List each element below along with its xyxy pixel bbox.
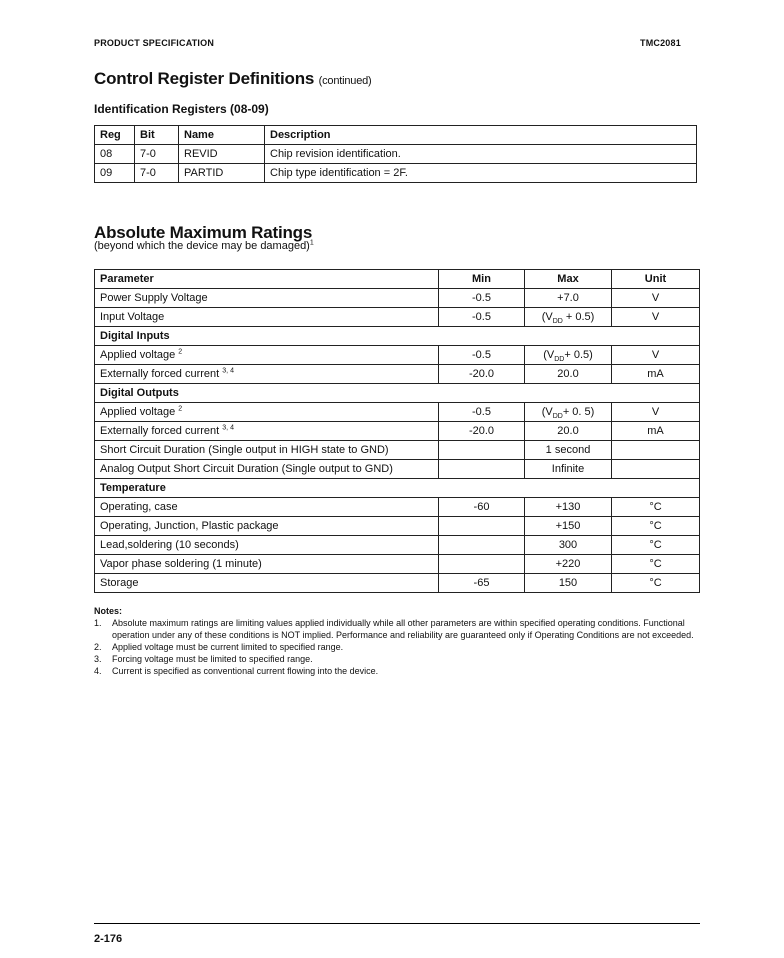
note-number: 1. xyxy=(94,618,102,628)
param-text: Applied voltage xyxy=(100,406,179,418)
cell-parameter: Vapor phase soldering (1 minute) xyxy=(95,555,439,574)
note-item xyxy=(94,665,706,677)
note-item xyxy=(94,617,706,641)
max-subscript: DD xyxy=(552,318,563,326)
cell-unit: °C xyxy=(612,574,700,593)
cell-parameter: Operating, case xyxy=(95,498,439,517)
note-number: 3. xyxy=(94,654,102,664)
absolute-max-subtitle xyxy=(94,240,314,252)
cell-min: -0.5 xyxy=(439,289,525,308)
cell-parameter xyxy=(95,346,439,365)
table-row xyxy=(95,346,700,365)
cell-min xyxy=(439,517,525,536)
table-section-row xyxy=(95,327,700,346)
cell-max: +130 xyxy=(525,498,612,517)
page-number: 2-176 xyxy=(94,933,123,945)
running-header-left: PRODUCT SPECIFICATION xyxy=(94,38,215,48)
footnote-ref: 2 xyxy=(178,348,183,356)
cell-unit: V xyxy=(612,403,700,422)
cell-unit: °C xyxy=(612,536,700,555)
notes-title: Notes: xyxy=(94,606,123,616)
table-row xyxy=(95,536,700,555)
cell-min: -0.5 xyxy=(439,346,525,365)
note-text: Current is specified as conventional current flowing into the device. xyxy=(112,666,379,676)
notes-block xyxy=(94,605,706,677)
table-row xyxy=(95,555,700,574)
cell-max: +150 xyxy=(525,517,612,536)
max-prefix: (V xyxy=(543,349,555,361)
table-row xyxy=(95,422,700,441)
cell-max xyxy=(525,346,612,365)
section-title-absolute-max: Absolute Maximum Ratings xyxy=(94,223,313,242)
cell-unit: °C xyxy=(612,555,700,574)
note-number: 4. xyxy=(94,666,102,676)
note-item xyxy=(94,653,706,665)
col-header-parameter: Parameter xyxy=(95,270,439,289)
section-title-control-register xyxy=(94,69,372,89)
cell-unit: V xyxy=(612,346,700,365)
param-text: Applied voltage xyxy=(100,349,179,361)
cell-parameter xyxy=(95,365,439,384)
cell-unit: V xyxy=(612,308,700,327)
section-temperature: Temperature xyxy=(95,479,700,498)
col-header-max: Max xyxy=(525,270,612,289)
max-suffix: + 0.5) xyxy=(562,311,595,323)
cell-max xyxy=(525,403,612,422)
table-row xyxy=(95,498,700,517)
cell-parameter: Input Voltage xyxy=(95,308,439,327)
section-digital-outputs: Digital Outputs xyxy=(95,384,700,403)
max-subscript: DD xyxy=(554,356,565,364)
table-row xyxy=(95,308,700,327)
cell-max: 300 xyxy=(525,536,612,555)
param-text: Externally forced current xyxy=(100,425,223,437)
cell-name: PARTID xyxy=(179,164,265,183)
cell-max: 1 second xyxy=(525,441,612,460)
cell-parameter: Lead,soldering (10 seconds) xyxy=(95,536,439,555)
col-header-description: Description xyxy=(265,126,697,145)
cell-parameter xyxy=(95,422,439,441)
cell-parameter xyxy=(95,403,439,422)
table-row xyxy=(95,517,700,536)
cell-min xyxy=(439,555,525,574)
absolute-max-ratings-table xyxy=(94,269,700,593)
table-header-row xyxy=(95,270,700,289)
note-text: Applied voltage must be current limited to specified range. xyxy=(112,642,344,652)
cell-unit: °C xyxy=(612,498,700,517)
cell-unit: °C xyxy=(612,517,700,536)
col-header-min: Min xyxy=(439,270,525,289)
cell-unit: V xyxy=(612,289,700,308)
table-row xyxy=(95,403,700,422)
note-text: Forcing voltage must be limited to specified range. xyxy=(112,654,313,664)
col-header-reg: Reg xyxy=(95,126,135,145)
table-row xyxy=(95,574,700,593)
footnote-ref: 3, 4 xyxy=(222,424,234,432)
subtitle-text: (beyond which the device may be damaged) xyxy=(94,240,310,252)
cell-parameter: Storage xyxy=(95,574,439,593)
note-item xyxy=(94,641,706,653)
identification-registers-heading: Identification Registers (08-09) xyxy=(94,102,269,116)
cell-parameter: Analog Output Short Circuit Duration (Single output to GND) xyxy=(95,460,439,479)
table-row xyxy=(95,164,697,183)
cell-parameter: Power Supply Voltage xyxy=(95,289,439,308)
note-text: Absolute maximum ratings are limiting values applied individually while all other parameters are within specified operating conditions. Functional operation under any of these conditions is NOT implied. Performance and reliability are guaranteed only if Operating Conditions are not exceeded. xyxy=(112,618,694,640)
cell-min: -60 xyxy=(439,498,525,517)
table-section-row xyxy=(95,479,700,498)
table-row xyxy=(95,441,700,460)
param-text: Externally forced current xyxy=(100,368,223,380)
cell-unit: mA xyxy=(612,365,700,384)
cell-min: -0.5 xyxy=(439,308,525,327)
cell-min: -65 xyxy=(439,574,525,593)
cell-parameter: Short Circuit Duration (Single output in HIGH state to GND) xyxy=(95,441,439,460)
cell-max: 150 xyxy=(525,574,612,593)
table-header-row xyxy=(95,126,697,145)
max-suffix: + 0.5) xyxy=(564,349,593,361)
note-number: 2. xyxy=(94,642,102,652)
section-title-text: Control Register Definitions xyxy=(94,69,315,88)
table-row xyxy=(95,460,700,479)
cell-min xyxy=(439,441,525,460)
section-title-suffix: (continued) xyxy=(318,75,372,87)
max-subscript: DD xyxy=(552,413,563,421)
col-header-bit: Bit xyxy=(135,126,179,145)
section-digital-inputs: Digital Inputs xyxy=(95,327,700,346)
cell-bit: 7-0 xyxy=(135,145,179,164)
table-row xyxy=(95,145,697,164)
cell-unit xyxy=(612,441,700,460)
max-prefix: (V xyxy=(541,311,553,323)
cell-reg: 09 xyxy=(95,164,135,183)
table-row xyxy=(95,289,700,308)
col-header-name: Name xyxy=(179,126,265,145)
cell-min: -20.0 xyxy=(439,365,525,384)
cell-parameter: Operating, Junction, Plastic package xyxy=(95,517,439,536)
cell-description: Chip revision identification. xyxy=(265,145,697,164)
cell-name: REVID xyxy=(179,145,265,164)
cell-max: Infinite xyxy=(525,460,612,479)
cell-max: 20.0 xyxy=(525,422,612,441)
footnote-ref: 3, 4 xyxy=(222,367,234,375)
max-prefix: (V xyxy=(541,406,553,418)
cell-min xyxy=(439,460,525,479)
table-row xyxy=(95,365,700,384)
cell-max: +220 xyxy=(525,555,612,574)
cell-reg: 08 xyxy=(95,145,135,164)
running-header-right: TMC2081 xyxy=(640,38,681,48)
cell-min xyxy=(439,536,525,555)
identification-registers-table xyxy=(94,125,697,183)
footnote-ref: 1 xyxy=(309,239,314,247)
max-suffix: + 0. 5) xyxy=(562,406,595,418)
table-section-row xyxy=(95,384,700,403)
cell-unit xyxy=(612,460,700,479)
footer-divider xyxy=(94,923,700,924)
cell-min: -0.5 xyxy=(439,403,525,422)
cell-unit: mA xyxy=(612,422,700,441)
cell-max: +7.0 xyxy=(525,289,612,308)
cell-max: 20.0 xyxy=(525,365,612,384)
cell-bit: 7-0 xyxy=(135,164,179,183)
col-header-unit: Unit xyxy=(612,270,700,289)
cell-min: -20.0 xyxy=(439,422,525,441)
cell-max xyxy=(525,308,612,327)
footnote-ref: 2 xyxy=(178,405,183,413)
cell-description: Chip type identification = 2F. xyxy=(265,164,697,183)
